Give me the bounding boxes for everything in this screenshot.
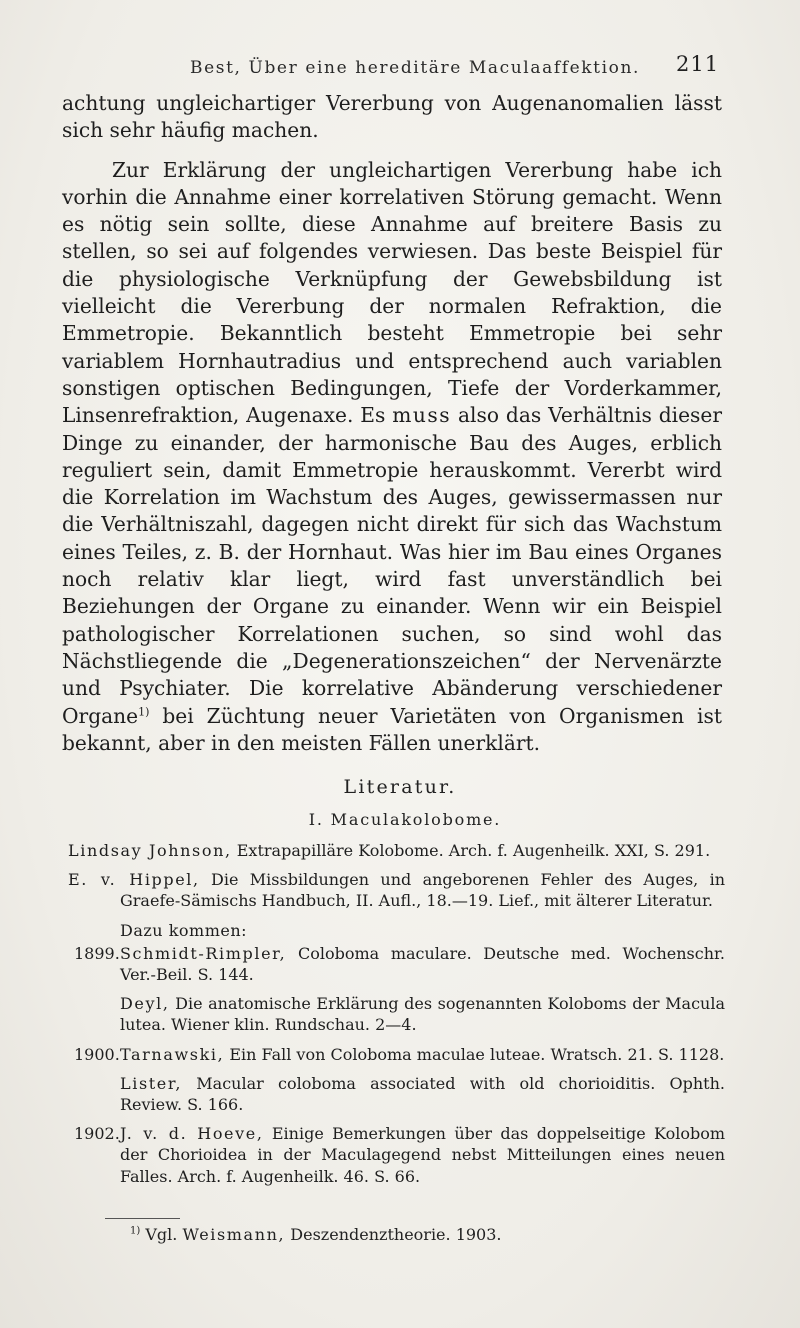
reference-body: Macular coloboma associated with old chorioiditis. Ophth. Review. S. 166. [120, 1073, 725, 1115]
footnote [130, 1225, 502, 1244]
paragraph-2 [62, 157, 722, 758]
body-text [62, 90, 722, 757]
reference-author: E. v. Hippel, [68, 870, 200, 890]
reference-text [68, 869, 725, 911]
reference-year: 1899. [74, 943, 120, 963]
emphasis-muss: muss [392, 403, 452, 428]
reference-body: Einige Bemerkungen über das doppelseitige Kolobom der Chorioidea in der Maculagegend nebst Mitteilungen eines neuen Falles. Arch. f. Augenheilk. 46. S. 66. [120, 1124, 725, 1186]
reference-author: Deyl, [120, 994, 170, 1014]
literature-subheading: I. Maculakolobome. [308, 810, 502, 829]
reference-year: 1900. [74, 1044, 120, 1064]
running-title: Best, Über eine hereditäre Maculaaffektion. [190, 58, 641, 78]
footnote-number: 1) [130, 1225, 141, 1237]
footnote-author: Weismann, [182, 1225, 286, 1244]
reference-list [0, 840, 800, 1195]
reference-item [0, 840, 800, 861]
footnote-rest: Deszendenztheorie. 1903. [290, 1225, 502, 1244]
paragraph-2-part-2: also das Verhältnis dieser Dinge zu einander, der harmonische Bau des Auges, erblich reguliert sein, damit Emmetropie herauskommt. Vererbt wird die Korrelation im Wachstum des Auges, gewissermassen nur die Verhältniszahl, dagegen nicht direkt für sich das Wachstum eines Teiles, z. B. der Hornhaut. Was hier im Bau eines Organes noch relativ klar liegt, wird fast unverständlich bei Beziehungen der Organe zu einander. Wenn wir ein Beispiel pathologischer Korrelationen suchen, so sind wohl das Nächstliegende die „Degenerationszeichen“ der Nervenärzte und Psychiater. Die korrelative Abänderung verschiedener Organe [62, 403, 722, 728]
paragraph-2-part-1: Zur Erklärung der ungleichartigen Vererbung habe ich vorhin die Annahme einer korrelativen Störung gemacht. Wenn es nötig sein sollte, diese Annahme auf breitere Basis zu stellen, so sei auf folgendes verwiesen. Das beste Beispiel für die physiologische Verknüpfung der Gewebsbildung ist vielleicht die Vererbung der normalen Refraktion, die Emmetropie. Bekanntlich besteht Emmetropie bei sehr variablem Hornhautradius und entsprechend auch variablen sonstigen optischen Bedingungen, Tiefe der Vorderkammer, Linsenrefraktion, Augenaxe. Es [62, 157, 722, 428]
reference-author: Lister, [120, 1073, 183, 1093]
reference-body: Die Missbildungen und angeborenen Fehler des Auges, in Graefe-Sämischs Handbuch, II. Aufl., 18.—19. Lief., mit älterer Literatur. [120, 870, 725, 911]
reference-body: Die anatomische Erklärung des sogenannten Koloboms der Macula lutea. Wiener klin. Rundschau. 2—4. [120, 994, 726, 1035]
reference-author: Lindsay Johnson, [68, 841, 232, 860]
reference-year: 1902. [74, 1124, 120, 1144]
reference-author: J. v. d. Hoeve, [120, 1124, 264, 1144]
paragraph-2-part-3: bei Züchtung neuer Varietäten von Organismen ist bekannt, aber in den meisten Fällen unerklärt. [62, 703, 722, 755]
reference-item [0, 943, 800, 985]
reference-item [0, 869, 800, 911]
dazu-kommen-label: Dazu kommen: [120, 920, 248, 940]
reference-item [0, 1123, 800, 1187]
footnote-vgl: Vgl. [145, 1225, 178, 1244]
reference-text [120, 1044, 725, 1065]
reference-item [0, 993, 800, 1035]
reference-body: Coloboma maculare. Deutsche med. Wochenschr. Ver.-Beil. S. 144. [120, 943, 725, 985]
reference-text [68, 840, 725, 861]
footnote-divider [105, 1218, 180, 1219]
footnote-marker: 1) [138, 704, 150, 718]
reference-item [0, 1044, 800, 1065]
reference-text [120, 993, 725, 1035]
reference-item [0, 1073, 800, 1115]
reference-body: Ein Fall von Coloboma maculae luteae. Wratsch. 21. S. 1128. [229, 1044, 725, 1064]
reference-author: Schmidt-Rimpler, [120, 943, 287, 963]
paragraph-1: achtung ungleichartiger Vererbung von Augenanomalien lässt sich sehr häufig machen. [62, 91, 722, 143]
page-number: 211 [676, 52, 720, 76]
reference-body: Extrapapilläre Kolobome. Arch. f. Augenheilk. XXI, S. 291. [236, 841, 711, 860]
page-header [0, 52, 800, 82]
reference-text [120, 943, 725, 985]
literature-heading: Literatur. [343, 776, 457, 798]
reference-text [120, 1123, 725, 1187]
reference-text [120, 1073, 725, 1115]
reference-author: Tarnawski, [120, 1044, 225, 1064]
